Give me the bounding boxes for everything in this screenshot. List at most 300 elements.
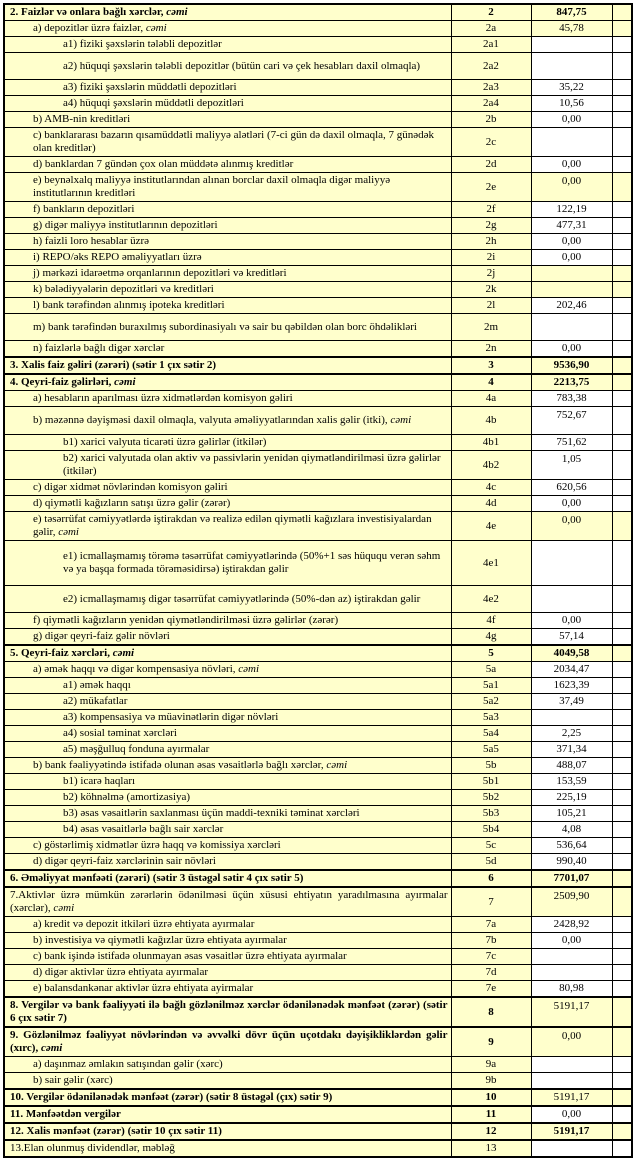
row-code: 2b bbox=[451, 112, 531, 128]
table-row bbox=[4, 218, 632, 234]
row-edge-cell bbox=[612, 157, 632, 173]
row-edge-cell bbox=[612, 1106, 632, 1123]
row-code: 12 bbox=[451, 1123, 531, 1140]
table-row bbox=[4, 710, 632, 726]
row-edge-cell bbox=[612, 790, 632, 806]
row-label: d) qiymətli kağızların satışı üzrə gəlir (zərər) bbox=[4, 496, 451, 512]
row-code: 5a2 bbox=[451, 694, 531, 710]
row-label: a4) hüquqi şəxslərin müddətli depozitləri bbox=[4, 96, 451, 112]
table-row bbox=[4, 112, 632, 128]
row-code: 5a4 bbox=[451, 726, 531, 742]
row-label: b) məzənnə dəyişməsi daxil olmaqla, valyuta əməliyyatlarından xalis gəlir (itki), cəmi bbox=[4, 407, 451, 435]
row-label: a4) sosial təminat xərcləri bbox=[4, 726, 451, 742]
row-code: 4a bbox=[451, 391, 531, 407]
table-row bbox=[4, 586, 632, 613]
row-code: 4e bbox=[451, 512, 531, 541]
row-label-italic-suffix: cəmi bbox=[166, 6, 188, 18]
row-value: 751,62 bbox=[531, 435, 612, 451]
table-row bbox=[4, 202, 632, 218]
row-value: 45,78 bbox=[531, 21, 612, 37]
row-value: 0,00 bbox=[531, 512, 612, 541]
row-value: 153,59 bbox=[531, 774, 612, 790]
row-edge-cell bbox=[612, 758, 632, 774]
row-label: c) banklararası bazarın qısamüddətli maliyyə alətləri (7-ci gün də daxil olmaqla, 7 günədək olan kreditlər) bbox=[4, 128, 451, 157]
row-code: 4b2 bbox=[451, 451, 531, 480]
table-row bbox=[4, 4, 632, 21]
table-row bbox=[4, 1140, 632, 1157]
row-edge-cell bbox=[612, 80, 632, 96]
row-edge-cell bbox=[612, 613, 632, 629]
table-row bbox=[4, 870, 632, 887]
row-label: d) banklardan 7 gündən çox olan müddətə alınmış kreditlər bbox=[4, 157, 451, 173]
row-code: 5b1 bbox=[451, 774, 531, 790]
row-label: n) faizlərlə bağlı digər xərclər bbox=[4, 341, 451, 358]
table-row bbox=[4, 887, 632, 917]
row-label: 3. Xalis faiz gəliri (zərəri) (sətir 1 çıx sətir 2) bbox=[4, 357, 451, 374]
row-value: 783,38 bbox=[531, 391, 612, 407]
row-value: 990,40 bbox=[531, 854, 612, 871]
row-value: 202,46 bbox=[531, 298, 612, 314]
table-row bbox=[4, 173, 632, 202]
row-code: 5 bbox=[451, 645, 531, 662]
row-label: b) sair gəlir (xərc) bbox=[4, 1073, 451, 1090]
row-edge-cell bbox=[612, 451, 632, 480]
table-row bbox=[4, 341, 632, 358]
row-label: b) bank fəaliyyətində istifadə olunan əsas vəsaitlərlə bağlı xərclər, cəmi bbox=[4, 758, 451, 774]
row-label: a5) məşğulluq fonduna ayırmalar bbox=[4, 742, 451, 758]
row-value: 9536,90 bbox=[531, 357, 612, 374]
row-edge-cell bbox=[612, 218, 632, 234]
row-value: 4,08 bbox=[531, 822, 612, 838]
row-label: b2) xarici valyutada olan aktiv və passivlərin yenidən qiymətləndirilməsi üzrə gəlirlər (itkilər) bbox=[4, 451, 451, 480]
table-row bbox=[4, 997, 632, 1027]
row-label: 13.Elan olunmuş dividendlər, məbləğ bbox=[4, 1140, 451, 1157]
table-row bbox=[4, 1123, 632, 1140]
row-code: 3 bbox=[451, 357, 531, 374]
row-code: 2a2 bbox=[451, 53, 531, 80]
row-label: b) investisiya və qiymətli kağızlar üzrə ehtiyata ayırmalar bbox=[4, 933, 451, 949]
row-value bbox=[531, 586, 612, 613]
row-label: a) kredit və depozit itkiləri üzrə ehtiyata ayırmalar bbox=[4, 917, 451, 933]
row-edge-cell bbox=[612, 694, 632, 710]
table-row bbox=[4, 1073, 632, 1090]
table-row bbox=[4, 266, 632, 282]
row-label: a) daşınmaz əmlakın satışından gəlir (xərc) bbox=[4, 1057, 451, 1073]
row-label: h) faizli loro hesablar üzrə bbox=[4, 234, 451, 250]
row-value bbox=[531, 1073, 612, 1090]
row-label: c) digər xidmət növlərindən komisyon gəliri bbox=[4, 480, 451, 496]
table-row bbox=[4, 662, 632, 678]
table-row bbox=[4, 1106, 632, 1123]
row-edge-cell bbox=[612, 586, 632, 613]
row-value: 1623,39 bbox=[531, 678, 612, 694]
row-value: 536,64 bbox=[531, 838, 612, 854]
table-row bbox=[4, 854, 632, 871]
row-code: 7c bbox=[451, 949, 531, 965]
table-row bbox=[4, 53, 632, 80]
row-value: 0,00 bbox=[531, 933, 612, 949]
row-label: a1) fiziki şəxslərin tələbli depozitlər bbox=[4, 37, 451, 53]
row-label: d) digər qeyri-faiz xərclərinin sair növləri bbox=[4, 854, 451, 871]
row-label: j) mərkəzi idarəetmə orqanlarının depozitləri və kreditləri bbox=[4, 266, 451, 282]
row-code: 2i bbox=[451, 250, 531, 266]
row-code: 4b1 bbox=[451, 435, 531, 451]
row-label: e) balansdankənar aktivlər üzrə ehtiyata ayirmalar bbox=[4, 981, 451, 998]
row-value: 37,49 bbox=[531, 694, 612, 710]
row-label: c) göstərlimiş xidmətlər üzrə haqq və komissiya xərcləri bbox=[4, 838, 451, 854]
row-label: f) qiymətli kağızların yenidən qiymətləndirilməsi üzrə gəlirlər (zərər) bbox=[4, 613, 451, 629]
row-value: 105,21 bbox=[531, 806, 612, 822]
table-row bbox=[4, 374, 632, 391]
row-label: g) digər maliyyə institutlarının depozitləri bbox=[4, 218, 451, 234]
row-label: 5. Qeyri-faiz xərcləri, cəmi bbox=[4, 645, 451, 662]
table-row bbox=[4, 314, 632, 341]
row-value bbox=[531, 710, 612, 726]
row-label: i) REPO/əks REPO əməliyyatları üzrə bbox=[4, 250, 451, 266]
row-value: 5191,17 bbox=[531, 1089, 612, 1106]
row-value bbox=[531, 128, 612, 157]
table-row bbox=[4, 96, 632, 112]
row-edge-cell bbox=[612, 391, 632, 407]
row-edge-cell bbox=[612, 870, 632, 887]
row-value: 0,00 bbox=[531, 341, 612, 358]
row-label: k) bələdiyyələrin depozitləri və kreditləri bbox=[4, 282, 451, 298]
row-code: 13 bbox=[451, 1140, 531, 1157]
row-edge-cell bbox=[612, 541, 632, 586]
row-code: 5a bbox=[451, 662, 531, 678]
row-label: a3) kompensasiya və müavinətlərin digər növləri bbox=[4, 710, 451, 726]
row-value bbox=[531, 314, 612, 341]
table-row bbox=[4, 37, 632, 53]
row-label: c) bank işində istifadə olunmayan əsas vəsaitlər üzrə ehtiyata ayırmalar bbox=[4, 949, 451, 965]
row-code: 4c bbox=[451, 480, 531, 496]
row-value: 488,07 bbox=[531, 758, 612, 774]
row-edge-cell bbox=[612, 173, 632, 202]
row-code: 2l bbox=[451, 298, 531, 314]
row-label: 9. Gözlənilməz fəaliyyət növlərindən və əvvəlki dövr üçün uçotdakı dəyişikliklərdən gəlir (xırc), cəmi bbox=[4, 1027, 451, 1057]
row-value: 0,00 bbox=[531, 1027, 612, 1057]
row-label: b3) əsas vəsaitlərin saxlanması üçün maddi-texniki təminat xərcləri bbox=[4, 806, 451, 822]
table-body bbox=[4, 4, 632, 1157]
row-edge-cell bbox=[612, 4, 632, 21]
row-value: 0,00 bbox=[531, 496, 612, 512]
row-edge-cell bbox=[612, 1073, 632, 1090]
row-edge-cell bbox=[612, 662, 632, 678]
row-label: e) təsərrüfat cəmiyyətlərdə iştirakdan və realizə edilən qiymətli kağızlara investisiyalardan gəlir, cəmi bbox=[4, 512, 451, 541]
row-edge-cell bbox=[612, 266, 632, 282]
row-edge-cell bbox=[612, 496, 632, 512]
row-label: e) beynəlxalq maliyyə institutlarından alınan borclar daxil olmaqla digər maliyyə institutlarının kreditləri bbox=[4, 173, 451, 202]
row-edge-cell bbox=[612, 374, 632, 391]
table-row bbox=[4, 981, 632, 998]
table-row bbox=[4, 1057, 632, 1073]
row-value: 752,67 bbox=[531, 407, 612, 435]
row-value: 5191,17 bbox=[531, 997, 612, 1027]
row-edge-cell bbox=[612, 629, 632, 646]
row-edge-cell bbox=[612, 37, 632, 53]
row-code: 9b bbox=[451, 1073, 531, 1090]
row-code: 7b bbox=[451, 933, 531, 949]
row-value: 35,22 bbox=[531, 80, 612, 96]
row-label: g) digər qeyri-faiz gəlir növləri bbox=[4, 629, 451, 646]
row-code: 2k bbox=[451, 282, 531, 298]
table-row bbox=[4, 678, 632, 694]
row-edge-cell bbox=[612, 933, 632, 949]
row-edge-cell bbox=[612, 645, 632, 662]
row-label: b2) köhnəlmə (amortizasiya) bbox=[4, 790, 451, 806]
row-edge-cell bbox=[612, 997, 632, 1027]
row-code: 4e2 bbox=[451, 586, 531, 613]
row-edge-cell bbox=[612, 314, 632, 341]
row-label: a2) mükafatlar bbox=[4, 694, 451, 710]
row-label: a2) hüquqi şəxslərin tələbli depozitlər (bütün cari və çek hesabları daxil olmaqla) bbox=[4, 53, 451, 80]
row-label: l) bank tərəfindən alınmış ipoteka kreditləri bbox=[4, 298, 451, 314]
row-label: 8. Vergilər və bank fəaliyyəti ilə bağlı gözlənilməz xərclər ödənilənədək mənfəət (zərər) (sətir 6 çıx sətir 7) bbox=[4, 997, 451, 1027]
row-edge-cell bbox=[612, 1123, 632, 1140]
row-code: 4 bbox=[451, 374, 531, 391]
table-row bbox=[4, 250, 632, 266]
table-row bbox=[4, 496, 632, 512]
row-edge-cell bbox=[612, 298, 632, 314]
row-label: b1) xarici valyuta ticarəti üzrə gəlirlər (itkilər) bbox=[4, 435, 451, 451]
row-code: 7 bbox=[451, 887, 531, 917]
row-code: 5b2 bbox=[451, 790, 531, 806]
table-row bbox=[4, 234, 632, 250]
table-row bbox=[4, 933, 632, 949]
row-code: 2c bbox=[451, 128, 531, 157]
table-row bbox=[4, 965, 632, 981]
row-edge-cell bbox=[612, 407, 632, 435]
row-label-italic-suffix: cəmi bbox=[58, 526, 79, 538]
row-edge-cell bbox=[612, 710, 632, 726]
row-code: 7d bbox=[451, 965, 531, 981]
row-code: 8 bbox=[451, 997, 531, 1027]
row-value: 0,00 bbox=[531, 1106, 612, 1123]
row-label: b) AMB-nin kreditləri bbox=[4, 112, 451, 128]
income-statement-table bbox=[3, 3, 633, 1158]
row-value: 847,75 bbox=[531, 4, 612, 21]
row-value: 57,14 bbox=[531, 629, 612, 646]
row-edge-cell bbox=[612, 822, 632, 838]
row-value bbox=[531, 541, 612, 586]
row-label: a) hesabların aparılması üzrə xidmətlərdən komisyon gəliri bbox=[4, 391, 451, 407]
row-value bbox=[531, 266, 612, 282]
row-edge-cell bbox=[612, 53, 632, 80]
row-value: 1,05 bbox=[531, 451, 612, 480]
row-code: 2g bbox=[451, 218, 531, 234]
row-code: 2h bbox=[451, 234, 531, 250]
row-value: 477,31 bbox=[531, 218, 612, 234]
row-edge-cell bbox=[612, 965, 632, 981]
row-value: 10,56 bbox=[531, 96, 612, 112]
row-value bbox=[531, 1057, 612, 1073]
row-label: f) bankların depozitləri bbox=[4, 202, 451, 218]
row-edge-cell bbox=[612, 806, 632, 822]
row-label: 6. Əməliyyat mənfəəti (zərəri) (sətir 3 üstəgəl sətir 4 çıx sətir 5) bbox=[4, 870, 451, 887]
row-code: 2f bbox=[451, 202, 531, 218]
row-label: 12. Xalis mənfəət (zərər) (sətir 10 çıx sətir 11) bbox=[4, 1123, 451, 1140]
row-label: 2. Faizlər və onlara bağlı xərclər, cəmi bbox=[4, 4, 451, 21]
row-code: 2e bbox=[451, 173, 531, 202]
row-label-italic-suffix: cəmi bbox=[145, 22, 167, 34]
table-row bbox=[4, 451, 632, 480]
row-value: 620,56 bbox=[531, 480, 612, 496]
table-row bbox=[4, 822, 632, 838]
table-row bbox=[4, 742, 632, 758]
row-code: 5b4 bbox=[451, 822, 531, 838]
row-label-italic-suffix: cəmi bbox=[238, 663, 260, 675]
row-edge-cell bbox=[612, 282, 632, 298]
table-row bbox=[4, 512, 632, 541]
row-code: 5b3 bbox=[451, 806, 531, 822]
row-edge-cell bbox=[612, 726, 632, 742]
row-value: 0,00 bbox=[531, 157, 612, 173]
row-code: 2m bbox=[451, 314, 531, 341]
row-label: m) bank tərəfindən buraxılmış subordinasiyalı və sair bu qəbildən olan borc öhdəlikləri bbox=[4, 314, 451, 341]
row-edge-cell bbox=[612, 917, 632, 933]
row-edge-cell bbox=[612, 981, 632, 998]
row-code: 2a4 bbox=[451, 96, 531, 112]
row-edge-cell bbox=[612, 202, 632, 218]
row-label: 4. Qeyri-faiz gəlirləri, cəmi bbox=[4, 374, 451, 391]
row-code: 5c bbox=[451, 838, 531, 854]
table-row bbox=[4, 774, 632, 790]
row-code: 2a3 bbox=[451, 80, 531, 96]
row-edge-cell bbox=[612, 774, 632, 790]
row-edge-cell bbox=[612, 21, 632, 37]
row-code: 5d bbox=[451, 854, 531, 871]
row-value: 2213,75 bbox=[531, 374, 612, 391]
row-value: 2509,90 bbox=[531, 887, 612, 917]
table-row bbox=[4, 407, 632, 435]
row-label-italic-suffix: cəmi bbox=[112, 647, 135, 659]
row-label: b1) icarə haqları bbox=[4, 774, 451, 790]
row-edge-cell bbox=[612, 435, 632, 451]
row-code: 2a1 bbox=[451, 37, 531, 53]
row-edge-cell bbox=[612, 854, 632, 871]
table-row bbox=[4, 357, 632, 374]
row-value bbox=[531, 1140, 612, 1157]
row-edge-cell bbox=[612, 742, 632, 758]
row-edge-cell bbox=[612, 887, 632, 917]
row-code: 4f bbox=[451, 613, 531, 629]
row-code: 4d bbox=[451, 496, 531, 512]
row-value: 80,98 bbox=[531, 981, 612, 998]
table-row bbox=[4, 435, 632, 451]
row-value: 0,00 bbox=[531, 613, 612, 629]
row-code: 4g bbox=[451, 629, 531, 646]
table-row bbox=[4, 157, 632, 173]
row-code: 2j bbox=[451, 266, 531, 282]
row-code: 2 bbox=[451, 4, 531, 21]
row-label: e1) icmallaşmamış törəmə təsərrüfat cəmiyyətlərində (50%+1 səs hüququ verən səhm və ya başqa formada törəməsidirsə) iştirakdan gəlir bbox=[4, 541, 451, 586]
row-code: 7a bbox=[451, 917, 531, 933]
row-edge-cell bbox=[612, 357, 632, 374]
table-row bbox=[4, 694, 632, 710]
row-value: 7701,07 bbox=[531, 870, 612, 887]
row-code: 4e1 bbox=[451, 541, 531, 586]
row-label-italic-suffix: cəmi bbox=[53, 902, 75, 914]
row-code: 4b bbox=[451, 407, 531, 435]
row-edge-cell bbox=[612, 234, 632, 250]
row-label: a) depozitlər üzrə faizlər, cəmi bbox=[4, 21, 451, 37]
row-code: 10 bbox=[451, 1089, 531, 1106]
row-code: 9a bbox=[451, 1057, 531, 1073]
row-edge-cell bbox=[612, 838, 632, 854]
row-label-italic-suffix: cəmi bbox=[114, 376, 136, 388]
row-label: a3) fiziki şəxslərin müddətli depozitləri bbox=[4, 80, 451, 96]
row-label: 11. Mənfəətdən vergilər bbox=[4, 1106, 451, 1123]
row-edge-cell bbox=[612, 128, 632, 157]
row-code: 2n bbox=[451, 341, 531, 358]
row-label-italic-suffix: cəmi bbox=[40, 1042, 63, 1054]
table-row bbox=[4, 806, 632, 822]
table-row bbox=[4, 1089, 632, 1106]
table-row bbox=[4, 613, 632, 629]
row-value bbox=[531, 53, 612, 80]
table-row bbox=[4, 629, 632, 646]
row-value bbox=[531, 282, 612, 298]
row-label: a) əmək haqqı və digər kompensasiya növləri, cəmi bbox=[4, 662, 451, 678]
row-code: 11 bbox=[451, 1106, 531, 1123]
row-code: 2a bbox=[451, 21, 531, 37]
row-value: 5191,17 bbox=[531, 1123, 612, 1140]
table-row bbox=[4, 917, 632, 933]
row-value: 2428,92 bbox=[531, 917, 612, 933]
row-code: 5a3 bbox=[451, 710, 531, 726]
table-row bbox=[4, 838, 632, 854]
row-value: 2034,47 bbox=[531, 662, 612, 678]
row-code: 6 bbox=[451, 870, 531, 887]
row-value bbox=[531, 965, 612, 981]
row-edge-cell bbox=[612, 480, 632, 496]
row-label: b4) əsas vəsaitlərlə bağlı sair xərclər bbox=[4, 822, 451, 838]
row-value: 0,00 bbox=[531, 173, 612, 202]
row-code: 5a1 bbox=[451, 678, 531, 694]
row-code: 9 bbox=[451, 1027, 531, 1057]
row-edge-cell bbox=[612, 250, 632, 266]
row-code: 2d bbox=[451, 157, 531, 173]
row-value: 2,25 bbox=[531, 726, 612, 742]
table-row bbox=[4, 541, 632, 586]
table-row bbox=[4, 726, 632, 742]
row-edge-cell bbox=[612, 1089, 632, 1106]
row-code: 5b bbox=[451, 758, 531, 774]
row-edge-cell bbox=[612, 112, 632, 128]
row-code: 5a5 bbox=[451, 742, 531, 758]
row-value: 0,00 bbox=[531, 234, 612, 250]
row-edge-cell bbox=[612, 96, 632, 112]
row-value: 225,19 bbox=[531, 790, 612, 806]
row-edge-cell bbox=[612, 512, 632, 541]
table-row bbox=[4, 949, 632, 965]
row-value: 4049,58 bbox=[531, 645, 612, 662]
row-label: 7.Aktivlər üzrə mümkün zərərlərin ödənilməsi üçün xüsusi ehtiyatın yaradılmasına ayırmalar (xərclər), cəmi bbox=[4, 887, 451, 917]
table-row bbox=[4, 128, 632, 157]
row-label: e2) icmallaşmamış digər təsərrüfat cəmiyyətlərində (50%-dən az) iştirakdan gəlir bbox=[4, 586, 451, 613]
row-label-italic-suffix: cəmi bbox=[390, 414, 412, 426]
row-edge-cell bbox=[612, 1140, 632, 1157]
row-edge-cell bbox=[612, 1057, 632, 1073]
row-edge-cell bbox=[612, 1027, 632, 1057]
row-value: 371,34 bbox=[531, 742, 612, 758]
row-edge-cell bbox=[612, 678, 632, 694]
row-edge-cell bbox=[612, 341, 632, 358]
table-row bbox=[4, 645, 632, 662]
table-row bbox=[4, 790, 632, 806]
table-row bbox=[4, 758, 632, 774]
row-edge-cell bbox=[612, 949, 632, 965]
